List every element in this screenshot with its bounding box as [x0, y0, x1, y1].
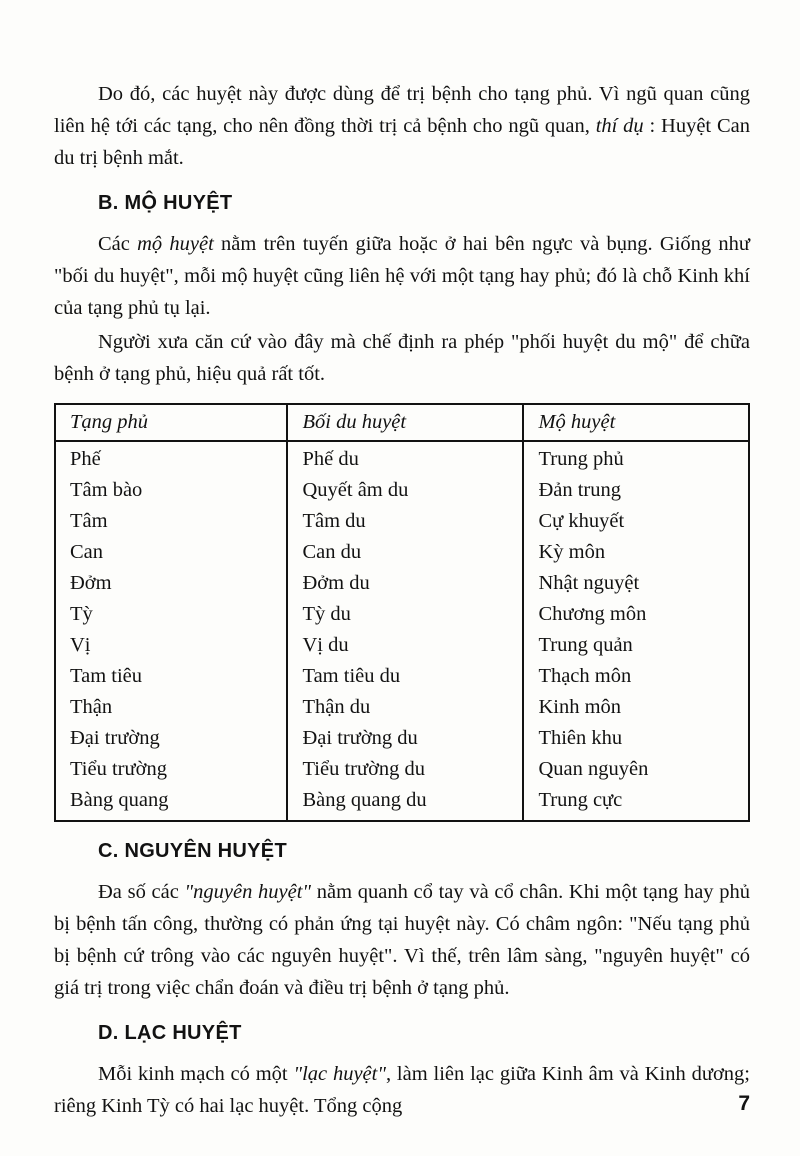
table-row [55, 537, 749, 568]
table-cell: Phế [70, 448, 101, 470]
table-header-row [55, 404, 749, 441]
table-cell: Đởm [70, 572, 112, 594]
intro-paragraph [54, 78, 750, 174]
paragraph-italic-text: "lạc huyệt" [293, 1063, 386, 1085]
table-cell: Quyết âm du [287, 475, 523, 506]
table-header-mo-huyet: Mộ huyệt [523, 404, 749, 441]
table-cell: Tỳ [70, 603, 93, 625]
table-row [55, 506, 749, 537]
paragraph-text: Mỗi kinh mạch có một [98, 1063, 294, 1085]
table-cell: Đản trung [523, 475, 749, 506]
table-cell: Nhật nguyệt [523, 568, 749, 599]
table-row [55, 568, 749, 599]
table-cell: Vị du [287, 630, 523, 661]
table-cell: Tâm du [287, 506, 523, 537]
table-row [55, 475, 749, 506]
table-cell: Can du [287, 537, 523, 568]
section-heading-c: C. NGUYÊN HUYỆT [98, 840, 287, 862]
table-cell: Tâm bào [70, 479, 143, 501]
table-cell: Bàng quang du [287, 785, 523, 821]
paragraph-text: nằm trên tuyến giữa hoặc ở hai bên ngực và bụng. Giống như "bối du huyệt", mỗi mộ huyệt cũng liên hệ với một tạng hay phủ; đó là chỗ Kinh khí của tạng phủ tụ lại. [54, 233, 751, 319]
table-cell: Can [70, 541, 104, 563]
table-cell: Thận [70, 696, 113, 718]
page-number: 7 [738, 1092, 750, 1115]
section-heading-b: B. MỘ HUYỆT [98, 192, 233, 214]
table-cell: Kỳ môn [523, 537, 749, 568]
table-cell: Tỳ du [287, 599, 523, 630]
table-row [55, 599, 749, 630]
table-cell: Tiểu trường du [287, 754, 523, 785]
table-cell: Trung phủ [523, 441, 749, 475]
paragraph-text: , làm liên lạc giữa Kinh âm và Kinh dương; riêng Kinh Tỳ có hai lạc huyệt. Tổng cộng [54, 1063, 750, 1117]
table-row [55, 723, 749, 754]
table-cell: Thạch môn [523, 661, 749, 692]
table-row [55, 785, 749, 821]
paragraph-text: Các [98, 233, 138, 255]
lac-huyet-paragraph [54, 1058, 750, 1122]
paragraph-text: Do đó, các huyệt này được dùng để trị bệnh cho tạng phủ. Vì ngũ quan cũng liên hệ tới các tạng, cho nên đồng thời trị cả bệnh cho ngũ quan, [54, 83, 750, 137]
paragraph-italic-text: mộ huyệt [137, 233, 214, 255]
paragraph-italic-text: thí dụ [595, 115, 644, 137]
paragraph-italic-text: "nguyên huyệt" [184, 881, 312, 903]
table-cell: Đại trường [70, 727, 160, 749]
table-cell: Phế du [287, 441, 523, 475]
nguyen-huyet-paragraph [54, 876, 750, 1004]
table-cell: Tam tiêu du [287, 661, 523, 692]
paragraph-text: Đa số các [98, 881, 185, 903]
acupoint-table [54, 403, 750, 822]
table-row [55, 630, 749, 661]
table-cell: Tam tiêu [70, 665, 143, 687]
table-cell: Đại trường du [287, 723, 523, 754]
table-cell: Tiểu trường [70, 758, 167, 780]
section-heading-d: D. LẠC HUYỆT [98, 1022, 242, 1044]
table-cell: Chương môn [523, 599, 749, 630]
table-cell: Đởm du [287, 568, 523, 599]
table-cell: Quan nguyên [523, 754, 749, 785]
table-cell: Bàng quang [70, 789, 169, 811]
table-cell: Thận du [287, 692, 523, 723]
table-cell: Trung cực [523, 785, 749, 821]
mo-huyet-paragraph-2: Người xưa căn cứ vào đây mà chế định ra phép "phối huyệt du mộ" để chữa bệnh ở tạng phủ, hiệu quả rất tốt. [54, 331, 750, 385]
table-cell: Kinh môn [523, 692, 749, 723]
table-row [55, 692, 749, 723]
table-cell: Tâm [70, 510, 108, 532]
table-cell: Vị [70, 634, 91, 656]
table-row [55, 754, 749, 785]
paragraph-text: : Huyệt Can du trị bệnh mắt. [54, 115, 750, 169]
mo-huyet-paragraph-1 [54, 228, 750, 324]
table-cell: Thiên khu [523, 723, 749, 754]
table-header-tang-phu: Tạng phủ [55, 404, 287, 441]
table-cell: Trung quản [523, 630, 749, 661]
table-header-boi-du-huyet: Bối du huyệt [287, 404, 523, 441]
table-cell: Cự khuyết [523, 506, 749, 537]
table-row [55, 441, 749, 475]
table-row [55, 661, 749, 692]
paragraph-text: nằm quanh cổ tay và cổ chân. Khi một tạng hay phủ bị bệnh tấn công, thường có phản ứng tại huyệt này. Có châm ngôn: "Nếu tạng phủ bị bệnh cứ trông vào các nguyên huyệt". Vì thế, trên lâm sàng, "nguyên huyệt" có giá trị trong việc chẩn đoán và điều trị bệnh ở tạng phủ. [54, 881, 751, 999]
